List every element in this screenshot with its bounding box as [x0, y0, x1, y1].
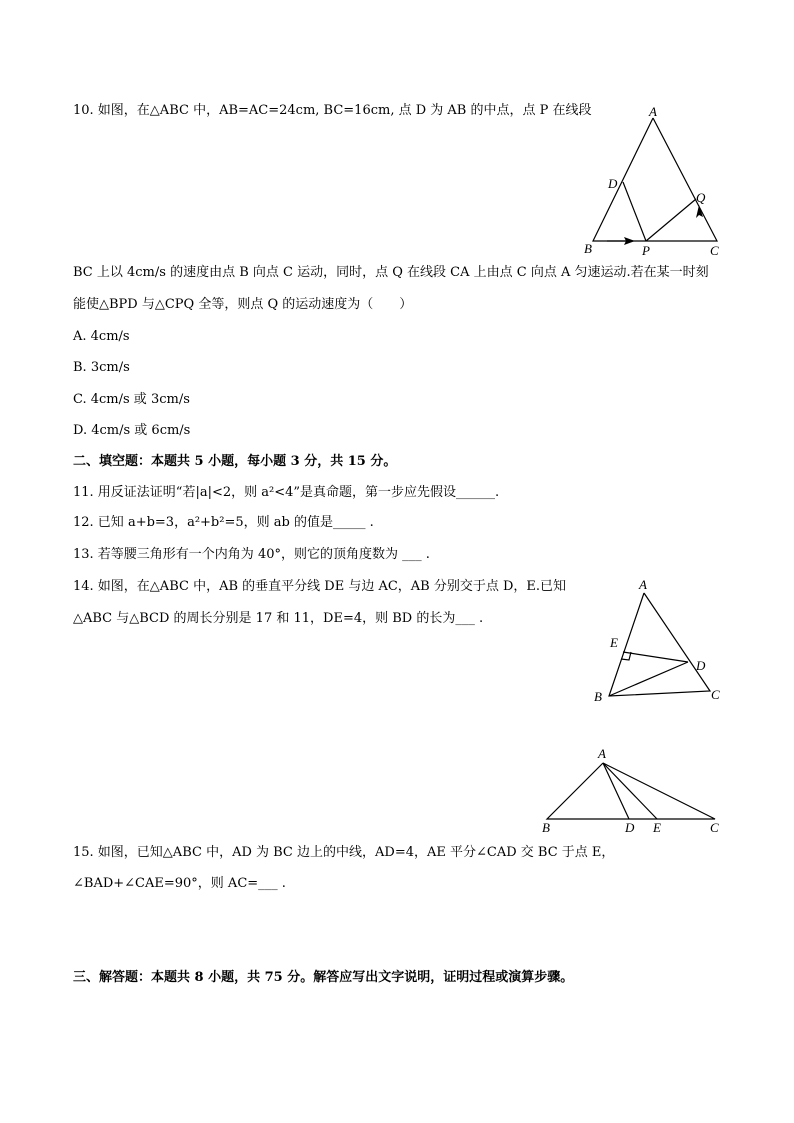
q10-label-p: P [642, 243, 650, 258]
q12-text: 12. 已知 a+b=3，a²+b²=5，则 ab 的值是_____ . [73, 515, 374, 530]
q10-figure [583, 100, 723, 260]
q10-stem-line3: 能使△BPD 与△CPQ 全等，则点 Q 的运动速度为（ ） [73, 297, 413, 312]
q13-text: 13. 若等腰三角形有一个内角为 40°，则它的顶角度数为 ___ . [73, 547, 430, 562]
q15-line1: 15. 如图，已知△ABC 中，AD 为 BC 边上的中线，AD=4，AE 平分∠CAD 交 BC 于点 E， [73, 845, 615, 860]
q10-label-c: C [710, 243, 719, 258]
q14-label-b: B [594, 689, 602, 704]
q15-triangle-abc [547, 763, 715, 819]
q14-segment-ed [623, 652, 688, 662]
q10-stem-line2: BC 上以 4cm/s 的速度由点 B 向点 C 运动，同时，点 Q 在线段 CA 上由点 C 向点 A 匀速运动.若在某一时刻 [73, 265, 709, 280]
q14-triangle-abc [609, 593, 710, 696]
q15-segment-ae [603, 763, 657, 819]
q10-label-q: Q [696, 190, 706, 205]
q15-label-b: B [542, 820, 550, 835]
q14-segment-bd [609, 662, 688, 696]
q10-label-b: B [584, 241, 592, 256]
q15-figure [537, 745, 727, 835]
q10-stem-line1: 10. 如图，在△ABC 中，AB=AC=24cm, BC=16cm, 点 D 为 AB 的中点，点 P 在线段 [73, 103, 592, 118]
q10-option-b: B. 3cm/s [73, 360, 130, 375]
q14-label-a: A [639, 577, 647, 592]
section3-heading: 三、解答题：本题共 8 小题，共 75 分。解答应写出文字说明，证明过程或演算步骤。 [73, 970, 574, 985]
q10-segment-pq [646, 199, 696, 241]
section2-heading: 二、填空题：本题共 5 小题，每小题 3 分，共 15 分。 [73, 454, 397, 469]
q15-label-c: C [710, 820, 719, 835]
q10-segment-dp [623, 182, 646, 241]
q10-option-c: C. 4cm/s 或 3cm/s [73, 392, 190, 407]
q10-label-d: D [608, 176, 618, 191]
q14-line1: 14. 如图，在△ABC 中，AB 的垂直平分线 DE 与边 AC，AB 分别交于点 D，E.已知 [73, 579, 567, 594]
q14-figure [592, 575, 732, 705]
q14-label-c: C [711, 687, 720, 702]
q11-text: 11. 用反证法证明“若|a|<2，则 a²<4”是真命题，第一步应先假设______. [73, 485, 500, 500]
q15-label-d: D [625, 820, 635, 835]
q14-label-d: D [696, 658, 706, 673]
q10-option-d: D. 4cm/s 或 6cm/s [73, 423, 191, 438]
q10-option-a: A. 4cm/s [73, 329, 130, 344]
q10-label-a: A [649, 104, 657, 119]
q14-label-e: E [610, 635, 618, 650]
q15-label-a: A [598, 746, 606, 761]
q14-line2: △ABC 与△BCD 的周长分别是 17 和 11，DE=4，则 BD 的长为___ . [73, 611, 484, 626]
q15-label-e: E [653, 820, 661, 835]
q15-segment-ad [603, 763, 629, 819]
q15-line2: ∠BAD+∠CAE=90°，则 AC=___ . [73, 876, 286, 891]
